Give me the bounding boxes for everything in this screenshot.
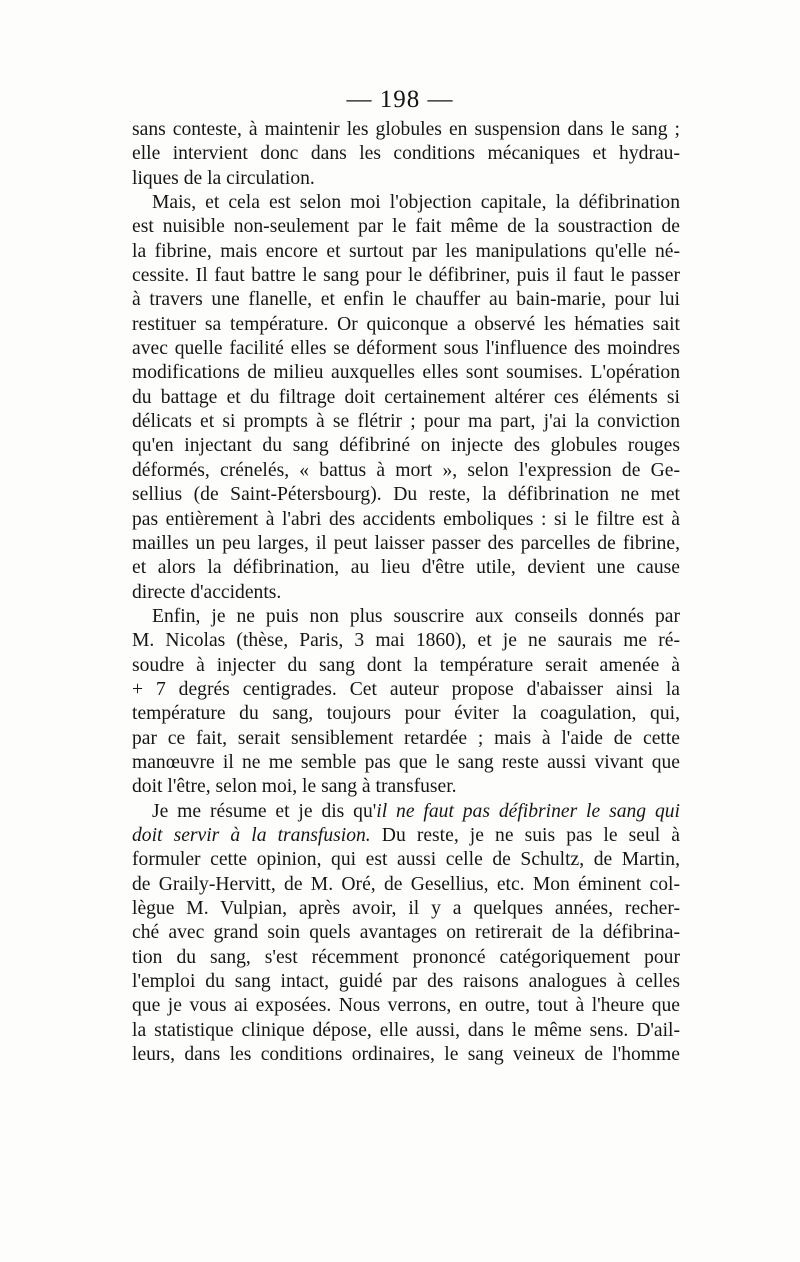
text-line: la fibrine, mais encore et surtout par les manipulations qu'elle né- bbox=[132, 240, 680, 262]
text-line: manœuvre il ne me semble pas que le sang reste aussi vivant que bbox=[132, 751, 680, 773]
text-line: restituer sa température. Or quiconque a observé les hématies sait bbox=[132, 313, 680, 335]
text-line: formuler cette opinion, qui est aussi celle de Schultz, de Martin, bbox=[132, 849, 680, 871]
text-line: + 7 degrés centigrades. Cet auteur propose d'abaisser ainsi la bbox=[132, 678, 680, 700]
text-line: l'emploi du sang intact, guidé par des raisons analogues à celles bbox=[132, 971, 680, 993]
text-line: délicats et si prompts à se flétrir ; pour ma part, j'ai la conviction bbox=[132, 411, 680, 433]
text-line: elle intervient donc dans les conditions mécaniques et hydrau- bbox=[132, 143, 680, 165]
text-line: doit l'être, selon moi, le sang à transfuser. bbox=[132, 776, 457, 798]
text-line: directe d'accidents. bbox=[132, 581, 282, 603]
body-text bbox=[132, 118, 680, 1067]
text-line: à travers une flanelle, et enfin le chauffer au bain-marie, pour lui bbox=[132, 289, 680, 311]
text-line: du battage et du filtrage doit certainement altérer ces éléments si bbox=[132, 386, 680, 408]
page-number: — 198 — bbox=[346, 86, 454, 113]
text-line: mailles un peu larges, il peut laisser passer des parcelles de fibrine, bbox=[132, 532, 680, 554]
text-line: Mais, et cela est selon moi l'objection capitale, la défibrination bbox=[152, 192, 680, 214]
text-line: avec quelle facilité elles se déforment sous l'influence des moindres bbox=[132, 338, 680, 360]
text-line: de Graily-Hervitt, de M. Oré, de Gesellius, etc. Mon éminent col- bbox=[132, 873, 680, 895]
text-line: déformés, crénelés, « battus à mort », selon l'expression de Ge- bbox=[132, 459, 680, 481]
text-line: cessite. Il faut battre le sang pour le défibriner, puis il faut le passer bbox=[132, 265, 680, 287]
text-line: liques de la circulation. bbox=[132, 167, 315, 189]
text-line: température du sang, toujours pour éviter la coagulation, qui, bbox=[132, 703, 680, 725]
text-line: leurs, dans les conditions ordinaires, le sang veineux de l'homme bbox=[132, 1044, 680, 1066]
emphasis-run: doit servir à la transfusion. bbox=[132, 824, 371, 846]
emphasis-run: il ne faut pas défibriner le sang qui bbox=[376, 800, 680, 822]
text-line: sans conteste, à maintenir les globules en suspension dans le sang ; bbox=[132, 119, 680, 140]
text-line: tion du sang, s'est récemment prononcé catégoriquement pour bbox=[132, 946, 680, 968]
text-line: Enfin, je ne puis non plus souscrire aux conseils donnés par bbox=[152, 605, 680, 627]
text-line: ché avec grand soin quels avantages on retirerait de la défibrina- bbox=[132, 922, 680, 944]
text-line: lègue M. Vulpian, après avoir, il y a quelques années, recher- bbox=[132, 898, 680, 919]
text-line: par ce fait, serait sensiblement retardée ; mais à l'aide de cette bbox=[132, 727, 680, 749]
text-run: Je me résume et je dis qu' bbox=[152, 800, 377, 822]
text-line: M. Nicolas (thèse, Paris, 3 mai 1860), et je ne saurais me ré- bbox=[132, 630, 680, 652]
text-line: que je vous ai exposées. Nous verrons, en outre, tout à l'heure que bbox=[132, 995, 680, 1017]
text-line: pas entièrement à l'abri des accidents emboliques : si le filtre est à bbox=[132, 508, 680, 530]
text-line: sellius (de Saint-Pétersbourg). Du reste, la défibrination ne met bbox=[132, 484, 680, 506]
text-run: Du reste, je ne suis pas le seul à bbox=[370, 824, 681, 846]
text-line bbox=[132, 800, 680, 824]
text-line: qu'en injectant du sang défibriné on injecte des globules rouges bbox=[132, 435, 680, 457]
text-line: modifications de milieu auxquelles elles sont soumises. L'opération bbox=[132, 362, 680, 384]
text-line: la statistique clinique dépose, elle aussi, dans le même sens. D'ail- bbox=[132, 1019, 680, 1041]
text-line: soudre à injecter du sang dont la température serait amenée à bbox=[132, 654, 680, 676]
text-line: est nuisible non-seulement par le fait même de la soustraction de bbox=[132, 216, 680, 238]
text-line: et alors la défibrination, au lieu d'être utile, devient une cause bbox=[132, 557, 680, 579]
text-line bbox=[132, 824, 680, 848]
